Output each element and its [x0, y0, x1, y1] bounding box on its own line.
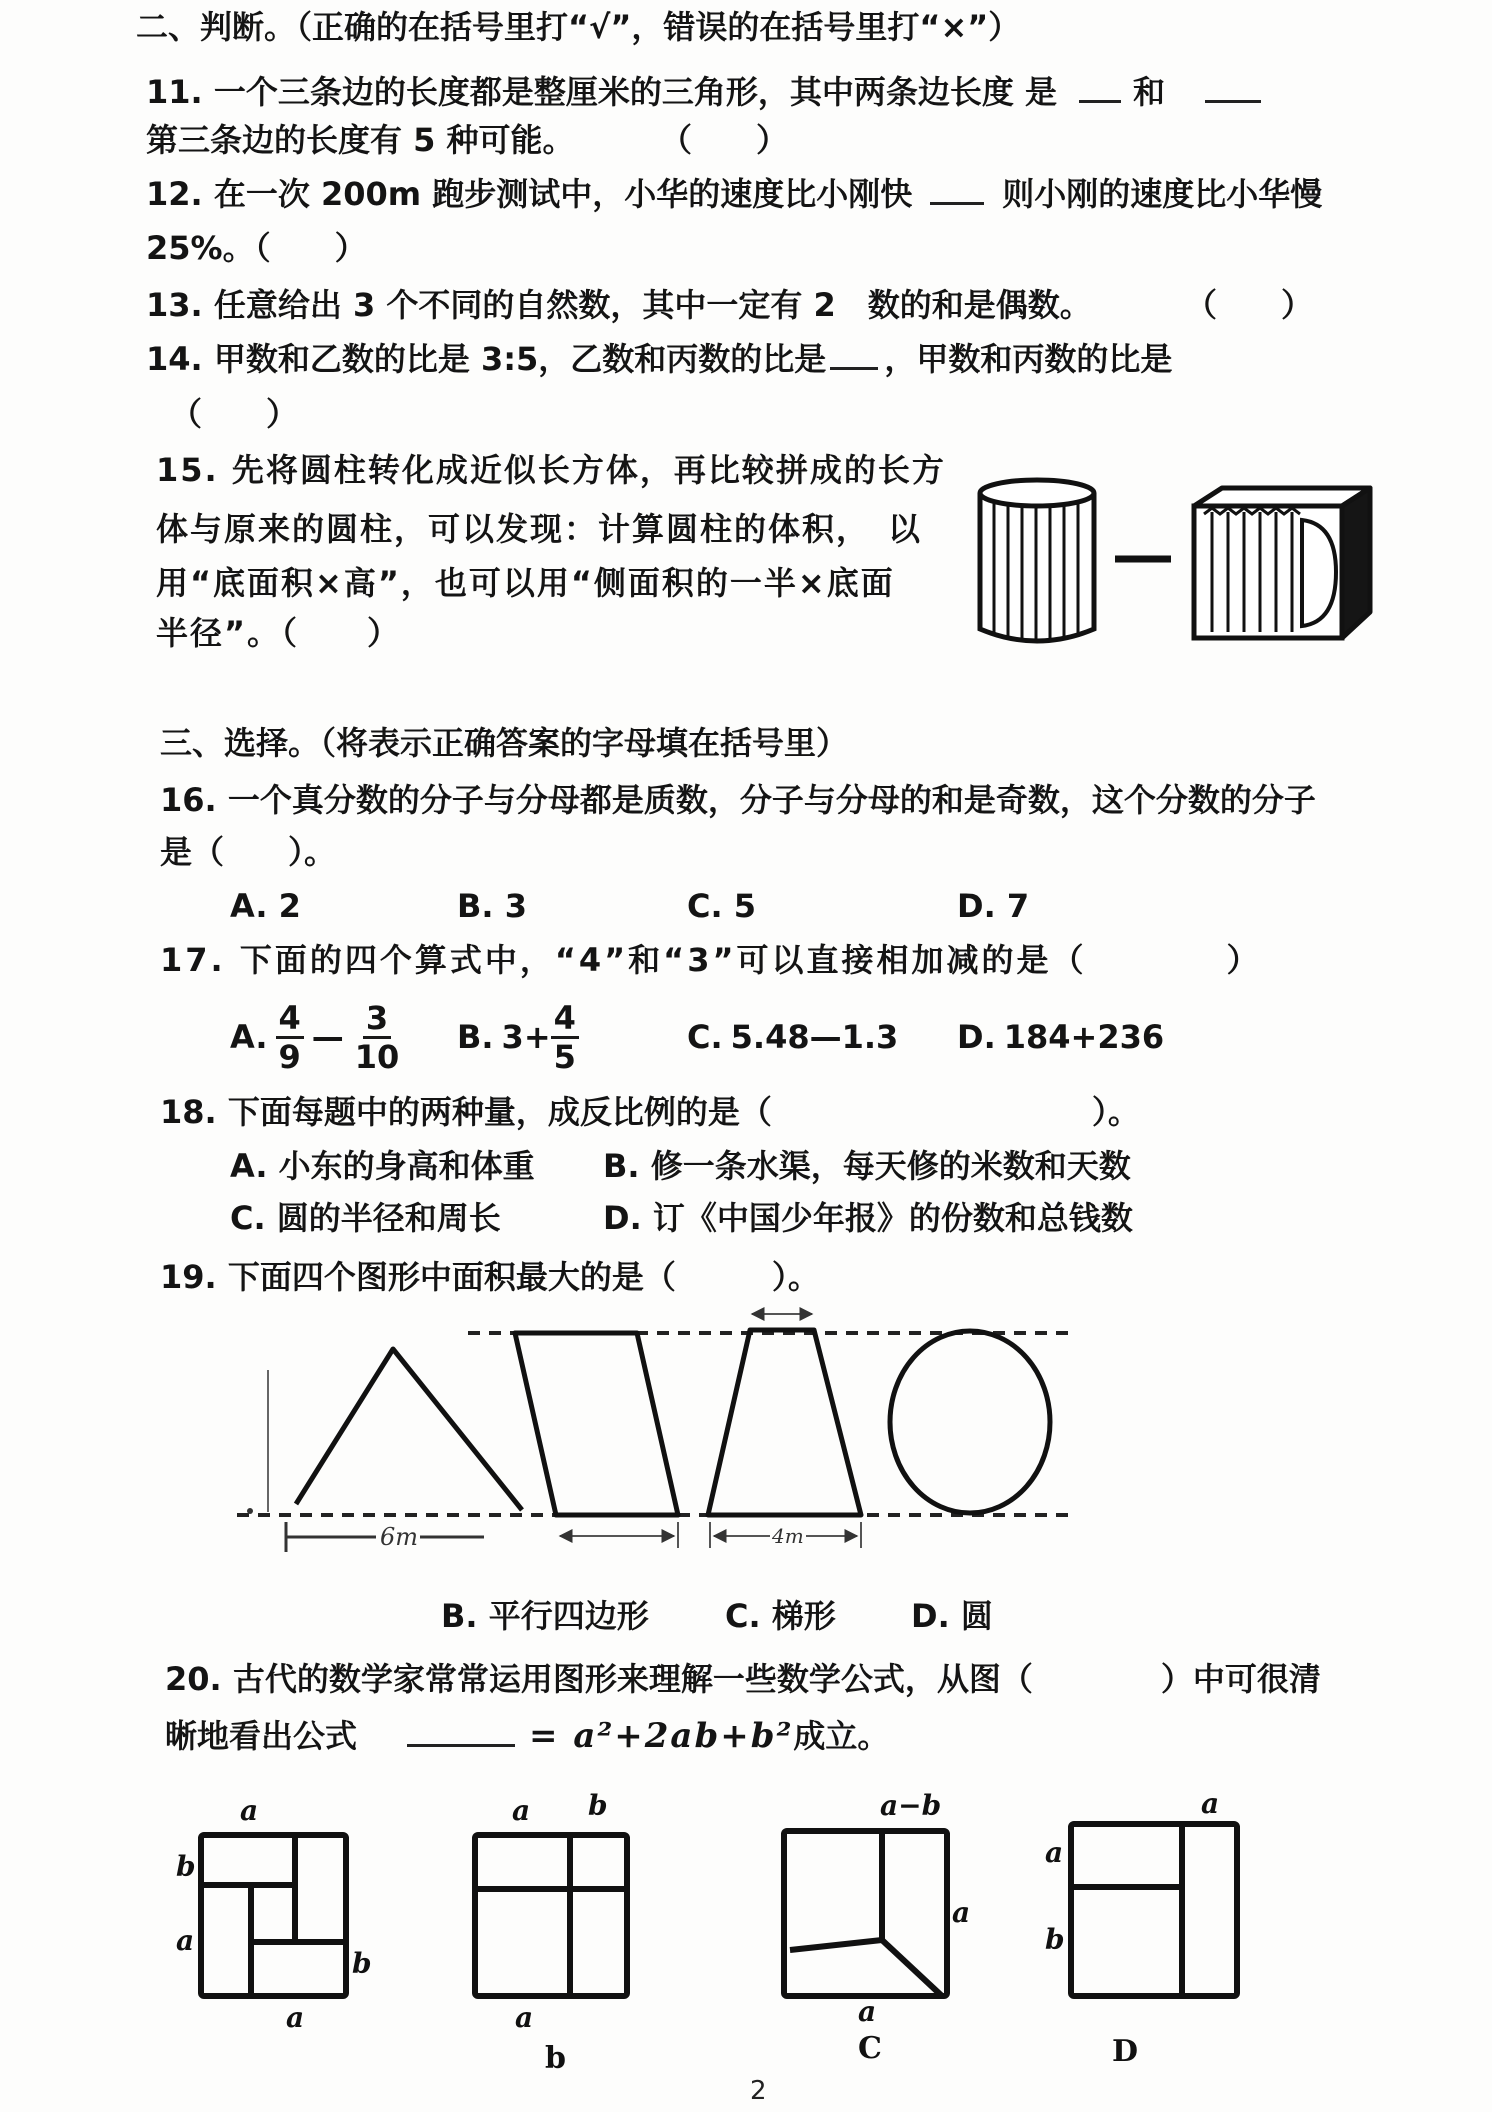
question-19-choice-c: C. 梯形 [725, 1597, 836, 1635]
question-11-text: 11. 一个三条边的长度都是整厘米的三角形，其中两条边长度 是 [146, 73, 1057, 111]
square-figure-a [201, 1835, 346, 1996]
denominator: 5 [553, 1037, 576, 1076]
question-14-text-post: ，甲数和丙数的比是 [884, 340, 1173, 378]
triangle-base-label: 6m [380, 1523, 419, 1551]
question-17-option-a [230, 997, 402, 1077]
fig-a-left-top-label: b [176, 1850, 196, 1883]
whole-part: 3+ [501, 1018, 551, 1056]
numerator: 4 [551, 1000, 579, 1039]
option-expression: 5.48—1.3 [730, 1018, 899, 1056]
question-19-choice-d: D. 圆 [911, 1597, 993, 1635]
transform-dash [1113, 552, 1173, 566]
fig-b-top-right-label: b [588, 1789, 608, 1822]
parallelogram-base-dimension [560, 1522, 678, 1548]
fig-b-top-left-label: a [512, 1794, 531, 1827]
triangle-shape [296, 1349, 522, 1510]
fig-d-left-top-label: a [1045, 1836, 1064, 1869]
question-15-line-2: 体与原来的圆柱，可以发现：计算圆柱的体积， 以 [156, 510, 923, 548]
question-16-option-c: C. 5 [687, 887, 757, 925]
trapezoid-base-label: 4m [772, 1524, 804, 1548]
cylinder-flutes [994, 502, 1078, 641]
fig-a-bottom-label: a [286, 2001, 305, 2034]
question-15-line-4: 半径”。（ ） [156, 614, 402, 652]
question-16-line-1: 16. 一个真分数的分子与分母都是质数，分子与分母的和是奇数，这个分数的分子 [160, 781, 1316, 819]
fraction [551, 1000, 579, 1075]
marker-dot [247, 1508, 253, 1514]
answer-blank [930, 178, 984, 205]
circle-shape [890, 1331, 1050, 1513]
question-13-paren: （ ） [1185, 286, 1314, 324]
question-12-line-1 [146, 175, 1322, 213]
denominator: 10 [354, 1037, 400, 1076]
option-letter: A. [230, 1018, 268, 1056]
fig-a-right-label: b [352, 1947, 372, 1980]
question-13-text: 13. 任意给出 3 个不同的自然数，其中一定有 2 数的和是偶数。 [146, 286, 1092, 324]
question-11-line-1 [146, 73, 1261, 111]
question-16-line-2: 是（ ）。 [160, 833, 337, 871]
square-figure-c [784, 1831, 947, 1996]
fig-d-name: D [1112, 2034, 1139, 2069]
numerator: 4 [276, 1000, 304, 1039]
question-14-paren: （ ） [170, 395, 299, 433]
question-18-option-b: B. 修一条水渠，每天修的米数和天数 [603, 1147, 1131, 1185]
fig-b-bottom-label: a [515, 2001, 534, 2034]
question-16-option-b: B. 3 [457, 887, 527, 925]
question-19-choice-b: B. 平行四边形 [441, 1597, 649, 1635]
minus-sign: — [311, 1018, 344, 1056]
question-19-shapes [230, 1300, 1080, 1580]
question-16-option-a: A. 2 [230, 887, 301, 925]
question-17-option-b [457, 997, 579, 1077]
fraction-2 [352, 1000, 403, 1075]
question-11-paren: （ ） [660, 121, 789, 159]
question-19-text: 19. 下面四个图形中面积最大的是（ ）。 [160, 1258, 820, 1296]
question-14-line-1 [146, 340, 1172, 378]
cuboid-side-face [1342, 488, 1370, 638]
question-16-option-d: D. 7 [957, 887, 1030, 925]
question-17-option-d [957, 997, 1164, 1077]
cuboid-figure [1190, 484, 1374, 642]
square-figure-b [475, 1835, 627, 1996]
question-18-option-a: A. 小东的身高和体重 [230, 1147, 535, 1185]
square-figure-d [1071, 1824, 1237, 1996]
fig-c-right-label: a [952, 1896, 971, 1929]
question-14-text-pre: 14. 甲数和乙数的比是 3:5，乙数和丙数的比是 [146, 340, 827, 378]
question-18-text: 18. 下面每题中的两种量，成反比例的是（ ）。 [160, 1093, 1140, 1131]
question-12-line-2: 25%。（ ） [146, 229, 367, 267]
answer-blank [830, 343, 878, 370]
denominator: 9 [278, 1037, 301, 1076]
option-letter: D. [957, 1018, 996, 1056]
question-18-option-d: D. 订《中国少年报》的份数和总钱数 [603, 1199, 1133, 1237]
trapezoid-shape [708, 1330, 861, 1515]
question-15-line-3: 用“底面积×高”，也可以用“侧面积的一半×底面 [156, 564, 895, 602]
answer-blank [1079, 76, 1121, 103]
question-12-text-pre: 12. 在一次 200m 跑步测试中，小华的速度比小刚快 [146, 175, 913, 213]
fig-d-top-label: a [1201, 1787, 1220, 1820]
answer-blank [1205, 76, 1261, 103]
question-11-and: 和 [1132, 73, 1165, 111]
fig-a-top-label: a [240, 1794, 259, 1827]
question-18-option-c: C. 圆的半径和周长 [230, 1199, 501, 1237]
question-15-line-1: 15. 先将圆柱转化成近似长方体，再比较拼成的长方 [156, 451, 946, 489]
option-expression: 184+236 [1003, 1018, 1165, 1056]
question-20-line-1: 20. 古代的数学家常常运用图形来理解一些数学公式，从图（ ）中可很清 [165, 1660, 1321, 1698]
question-17-text: 17. 下面的四个算式中，“4”和“3”可以直接相加减的是（ ） [160, 941, 1262, 979]
fig-c-name: C [858, 2031, 882, 2066]
question-20-text-post: 成立。 [793, 1717, 890, 1755]
section-heading-choice: 三、选择。（将表示正确答案的字母填在括号里） [160, 724, 849, 762]
question-20-text-pre: 晰地看出公式 [165, 1717, 358, 1755]
parallelogram-shape [515, 1333, 678, 1515]
page-number: 2 [750, 2076, 767, 2106]
option-letter: C. [687, 1018, 723, 1056]
question-20-squares [180, 1787, 1260, 2010]
question-11-line-2: 第三条边的长度有 5 种可能。 [146, 121, 575, 159]
question-17-option-c [687, 997, 898, 1077]
cylinder-figure [974, 477, 1100, 649]
answer-blank [407, 1720, 515, 1747]
option-letter: B. [457, 1018, 494, 1056]
numerator: 3 [363, 1000, 391, 1039]
question-12-text-post: 则小刚的速度比小华慢 [1002, 175, 1323, 213]
fig-d-left-bottom-label: b [1045, 1923, 1065, 1956]
fig-c-top-label: a−b [880, 1789, 942, 1822]
formula: = a²+2ab+b² [529, 1716, 794, 1756]
fig-b-name: b [545, 2041, 566, 2076]
fraction-1 [276, 1000, 304, 1075]
fig-a-left-bottom-label: a [176, 1924, 195, 1957]
fig-c-bottom-label: a [858, 1995, 877, 2028]
question-20-line-2 [165, 1717, 889, 1755]
section-heading-judge: 二、判断。（正确的在括号里打“√”，错误的在括号里打“×”） [136, 8, 1021, 46]
